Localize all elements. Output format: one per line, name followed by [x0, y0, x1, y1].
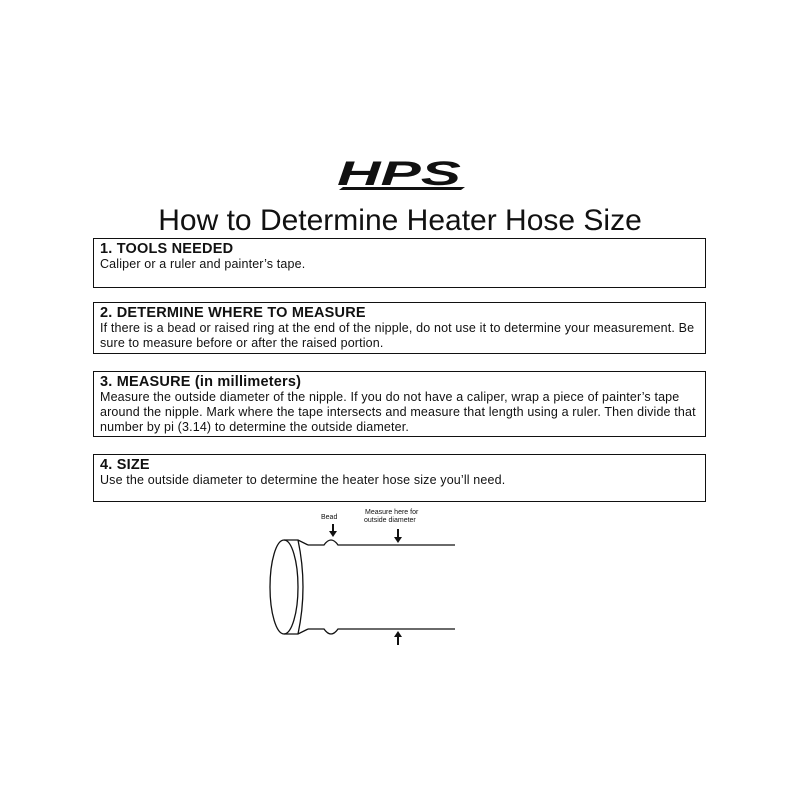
section-size	[93, 454, 706, 502]
hps-logo	[333, 156, 467, 194]
section-body: Measure the outside diameter of the nipple. If you do not have a caliper, wrap a piece of painter’s tape around the nipple. Mark where the tape intersects and measure that length using a ruler. Then divide that number by pi (3.14) to determine the outside diameter.	[100, 390, 696, 434]
nipple-diagram	[260, 505, 470, 650]
svg-text:HPS: HPS	[337, 156, 462, 193]
section-body: If there is a bead or raised ring at the end of the nipple, do not use it to determine your measurement. Be sure to measure before or after the raised portion.	[100, 321, 695, 350]
section-heading: 4. SIZE	[100, 457, 150, 473]
bead-label: Bead	[321, 514, 338, 521]
section-heading: 2. DETERMINE WHERE TO MEASURE	[100, 305, 366, 321]
section-body: Use the outside diameter to determine the heater hose size you’ll need.	[100, 473, 506, 487]
hps-logo-mark	[333, 156, 467, 194]
measure-label-line1: Measure here for	[365, 509, 419, 516]
measure-arrow-bottom-icon	[394, 631, 402, 645]
section-heading: 3. MEASURE (in millimeters)	[100, 374, 302, 390]
page-title: How to Determine Heater Hose Size	[158, 204, 642, 237]
measure-label-line2: outside diameter	[364, 517, 416, 524]
section-heading: 1. TOOLS NEEDED	[100, 241, 234, 257]
nipple-outline	[270, 540, 455, 634]
section-where-to-measure	[93, 302, 706, 354]
section-measure	[93, 371, 706, 437]
section-body: Caliper or a ruler and painter’s tape.	[100, 257, 306, 271]
nipple-diagram-drawing	[260, 505, 470, 650]
section-tools-needed	[93, 238, 706, 288]
measure-arrow-top-icon	[394, 529, 402, 543]
bead-arrow-icon	[329, 524, 337, 537]
